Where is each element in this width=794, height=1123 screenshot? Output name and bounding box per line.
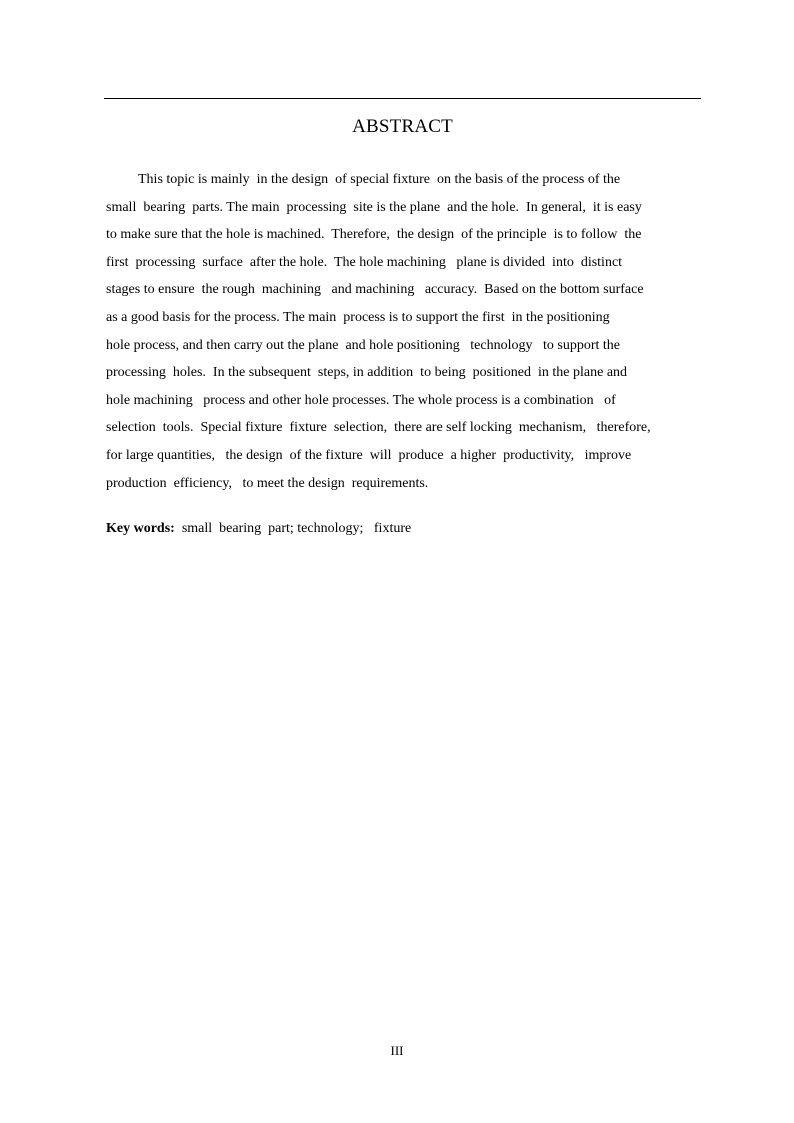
abstract-line: hole process, and then carry out the plane and hole positioning technology to support the: [106, 337, 620, 353]
header-rule: [104, 98, 701, 99]
abstract-line: processing holes. In the subsequent steps, in addition to being positioned in the plane and: [106, 365, 628, 381]
abstract-line: This topic is mainly in the design of special fixture on the basis of the process of the: [138, 172, 621, 187]
abstract-line: selection tools. Special fixture fixture selection, there are self locking mechanism, therefore,: [106, 420, 651, 436]
keywords-label: Key words:: [106, 521, 175, 536]
abstract-line: production efficiency, to meet the design requirements.: [106, 475, 429, 491]
abstract-line: small bearing parts. The main processing site is the plane and the hole. In general, it is easy: [106, 199, 642, 215]
page-number: III: [390, 1043, 404, 1058]
abstract-line: to make sure that the hole is machined. Therefore, the design of the principle is to follow the: [106, 227, 642, 243]
keywords-value: small bearing part; technology; fixture: [174, 521, 412, 536]
abstract-title: ABSTRACT: [352, 116, 453, 137]
abstract-line: as a good basis for the process. The main process is to support the first in the positioning: [106, 309, 610, 325]
abstract-line: for large quantities, the design of the fixture will produce a higher productivity, improve: [106, 447, 632, 463]
abstract-line: hole machining process and other hole processes. The whole process is a combination of: [106, 392, 616, 408]
abstract-line: first processing surface after the hole. The hole machining plane is divided into distinct: [106, 254, 623, 270]
keywords-line: [106, 515, 702, 543]
abstract-body: [106, 166, 702, 497]
abstract-line: stages to ensure the rough machining and machining accuracy. Based on the bottom surface: [106, 282, 644, 298]
